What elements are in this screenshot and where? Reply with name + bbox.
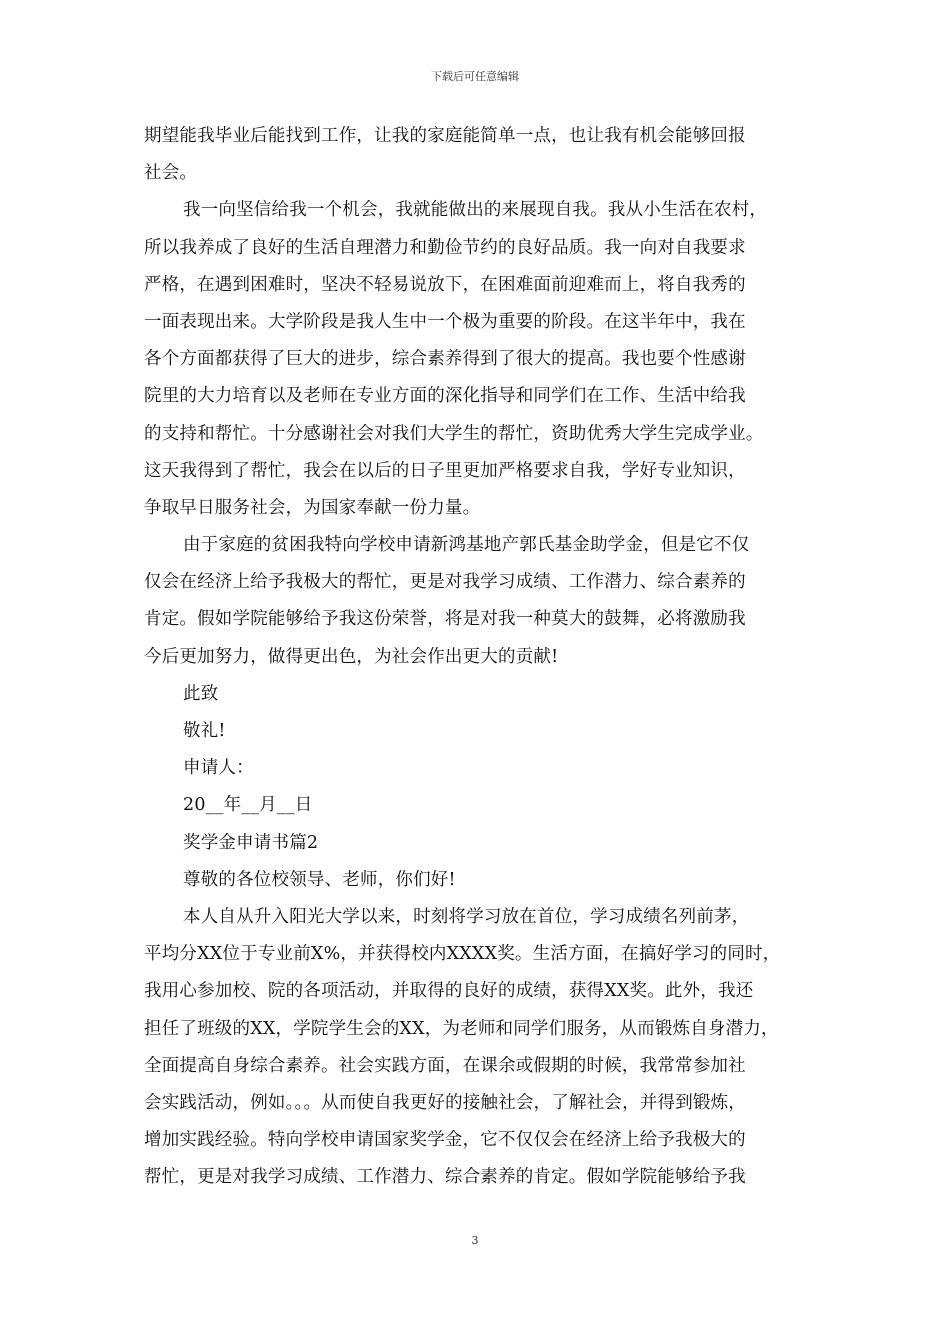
text-line: 的支持和帮忙。十分感谢社会对我们大学生的帮忙，资助优秀大学生完成学业。 xyxy=(144,423,764,444)
text-line: 此致 xyxy=(183,683,219,704)
text-line: 担任了班级的XX，学院学生会的XX，为老师和同学们服务，从而锻炼自身潜力， xyxy=(144,1018,779,1039)
text-line: 今后更加努力，做得更出色，为社会作出更大的贡献! xyxy=(144,646,559,667)
text-line: 敬礼! xyxy=(183,721,226,741)
text-line: 社会。 xyxy=(144,163,198,184)
text-line: 本人自从升入阳光大学以来，时刻将学习放在首位，学习成绩名列前茅， xyxy=(183,906,750,927)
text-line: 肯定。假如学院能够给予我这份荣誉，将是对我一种莫大的鼓舞，必将激励我 xyxy=(144,609,746,630)
document-body xyxy=(144,118,810,1196)
page-number: 3 xyxy=(471,1234,479,1247)
text-line: 我用心参加校、院的各项活动，并取得的良好的成绩，获得XX奖。此外，我还 xyxy=(144,981,754,1002)
text-line: 奖学金申请书篇2 xyxy=(183,832,319,853)
text-line: 仅会在经济上给予我极大的帮忙，更是对我学习成绩、工作潜力、综合素养的 xyxy=(144,572,746,593)
page-header: 下载后可任意编辑 xyxy=(431,70,519,83)
text-line: 由于家庭的贫困我特向学校申请新鸿基地产郭氏基金助学金，但是它不仅 xyxy=(183,535,750,556)
text-line: 争取早日服务社会，为国家奉献一份力量。 xyxy=(144,497,481,518)
text-line: 各个方面都获得了巨大的进步，综合素养得到了很大的提高。我也要个性感谢 xyxy=(144,349,746,370)
text-line: 增加实践经验。特向学校申请国家奖学金，它不仅仅会在经济上给予我极大的 xyxy=(144,1130,746,1151)
text-line: 会实践活动，例如。。。从而使自我更好的接触社会，了解社会，并得到锻炼， xyxy=(144,1092,746,1113)
text-line: 院里的大力培育以及老师在专业方面的深化指导和同学们在工作、生活中给我 xyxy=(144,386,746,407)
text-line: 期望能我毕业后能找到工作，让我的家庭能简单一点，也让我有机会能够回报 xyxy=(144,126,746,146)
text-line: 20__年__月__日 xyxy=(183,795,313,816)
text-line: 所以我养成了良好的生活自理潜力和勤俭节约的良好品质。我一向对自我要求 xyxy=(144,237,746,258)
text-line: 平均分XX位于专业前X%，并获得校内XXXX奖。生活方面，在搞好学习的同时， xyxy=(144,944,781,965)
text-line: 申请人： xyxy=(183,758,254,779)
text-line: 严格，在遇到困难时，坚决不轻易说放下，在困难面前迎难而上，将自我秀的 xyxy=(144,274,746,295)
text-line: 这天我得到了帮忙，我会在以后的日子里更加严格要求自我，学好专业知识， xyxy=(144,460,746,481)
text-line: 全面提高自身综合素养。社会实践方面，在课余或假期的时候，我常常参加社 xyxy=(144,1055,746,1076)
text-line: 尊敬的各位校领导、老师，你们好! xyxy=(183,869,456,890)
text-line: 我一向坚信给我一个机会，我就能做出的来展现自我。我从小生活在农村， xyxy=(183,200,768,221)
text-line: 帮忙，更是对我学习成绩、工作潜力、综合素养的肯定。假如学院能够给予我 xyxy=(144,1167,746,1188)
text-line: 一面表现出来。大学阶段是我人生中一个极为重要的阶段。在这半年中，我在 xyxy=(144,311,746,332)
